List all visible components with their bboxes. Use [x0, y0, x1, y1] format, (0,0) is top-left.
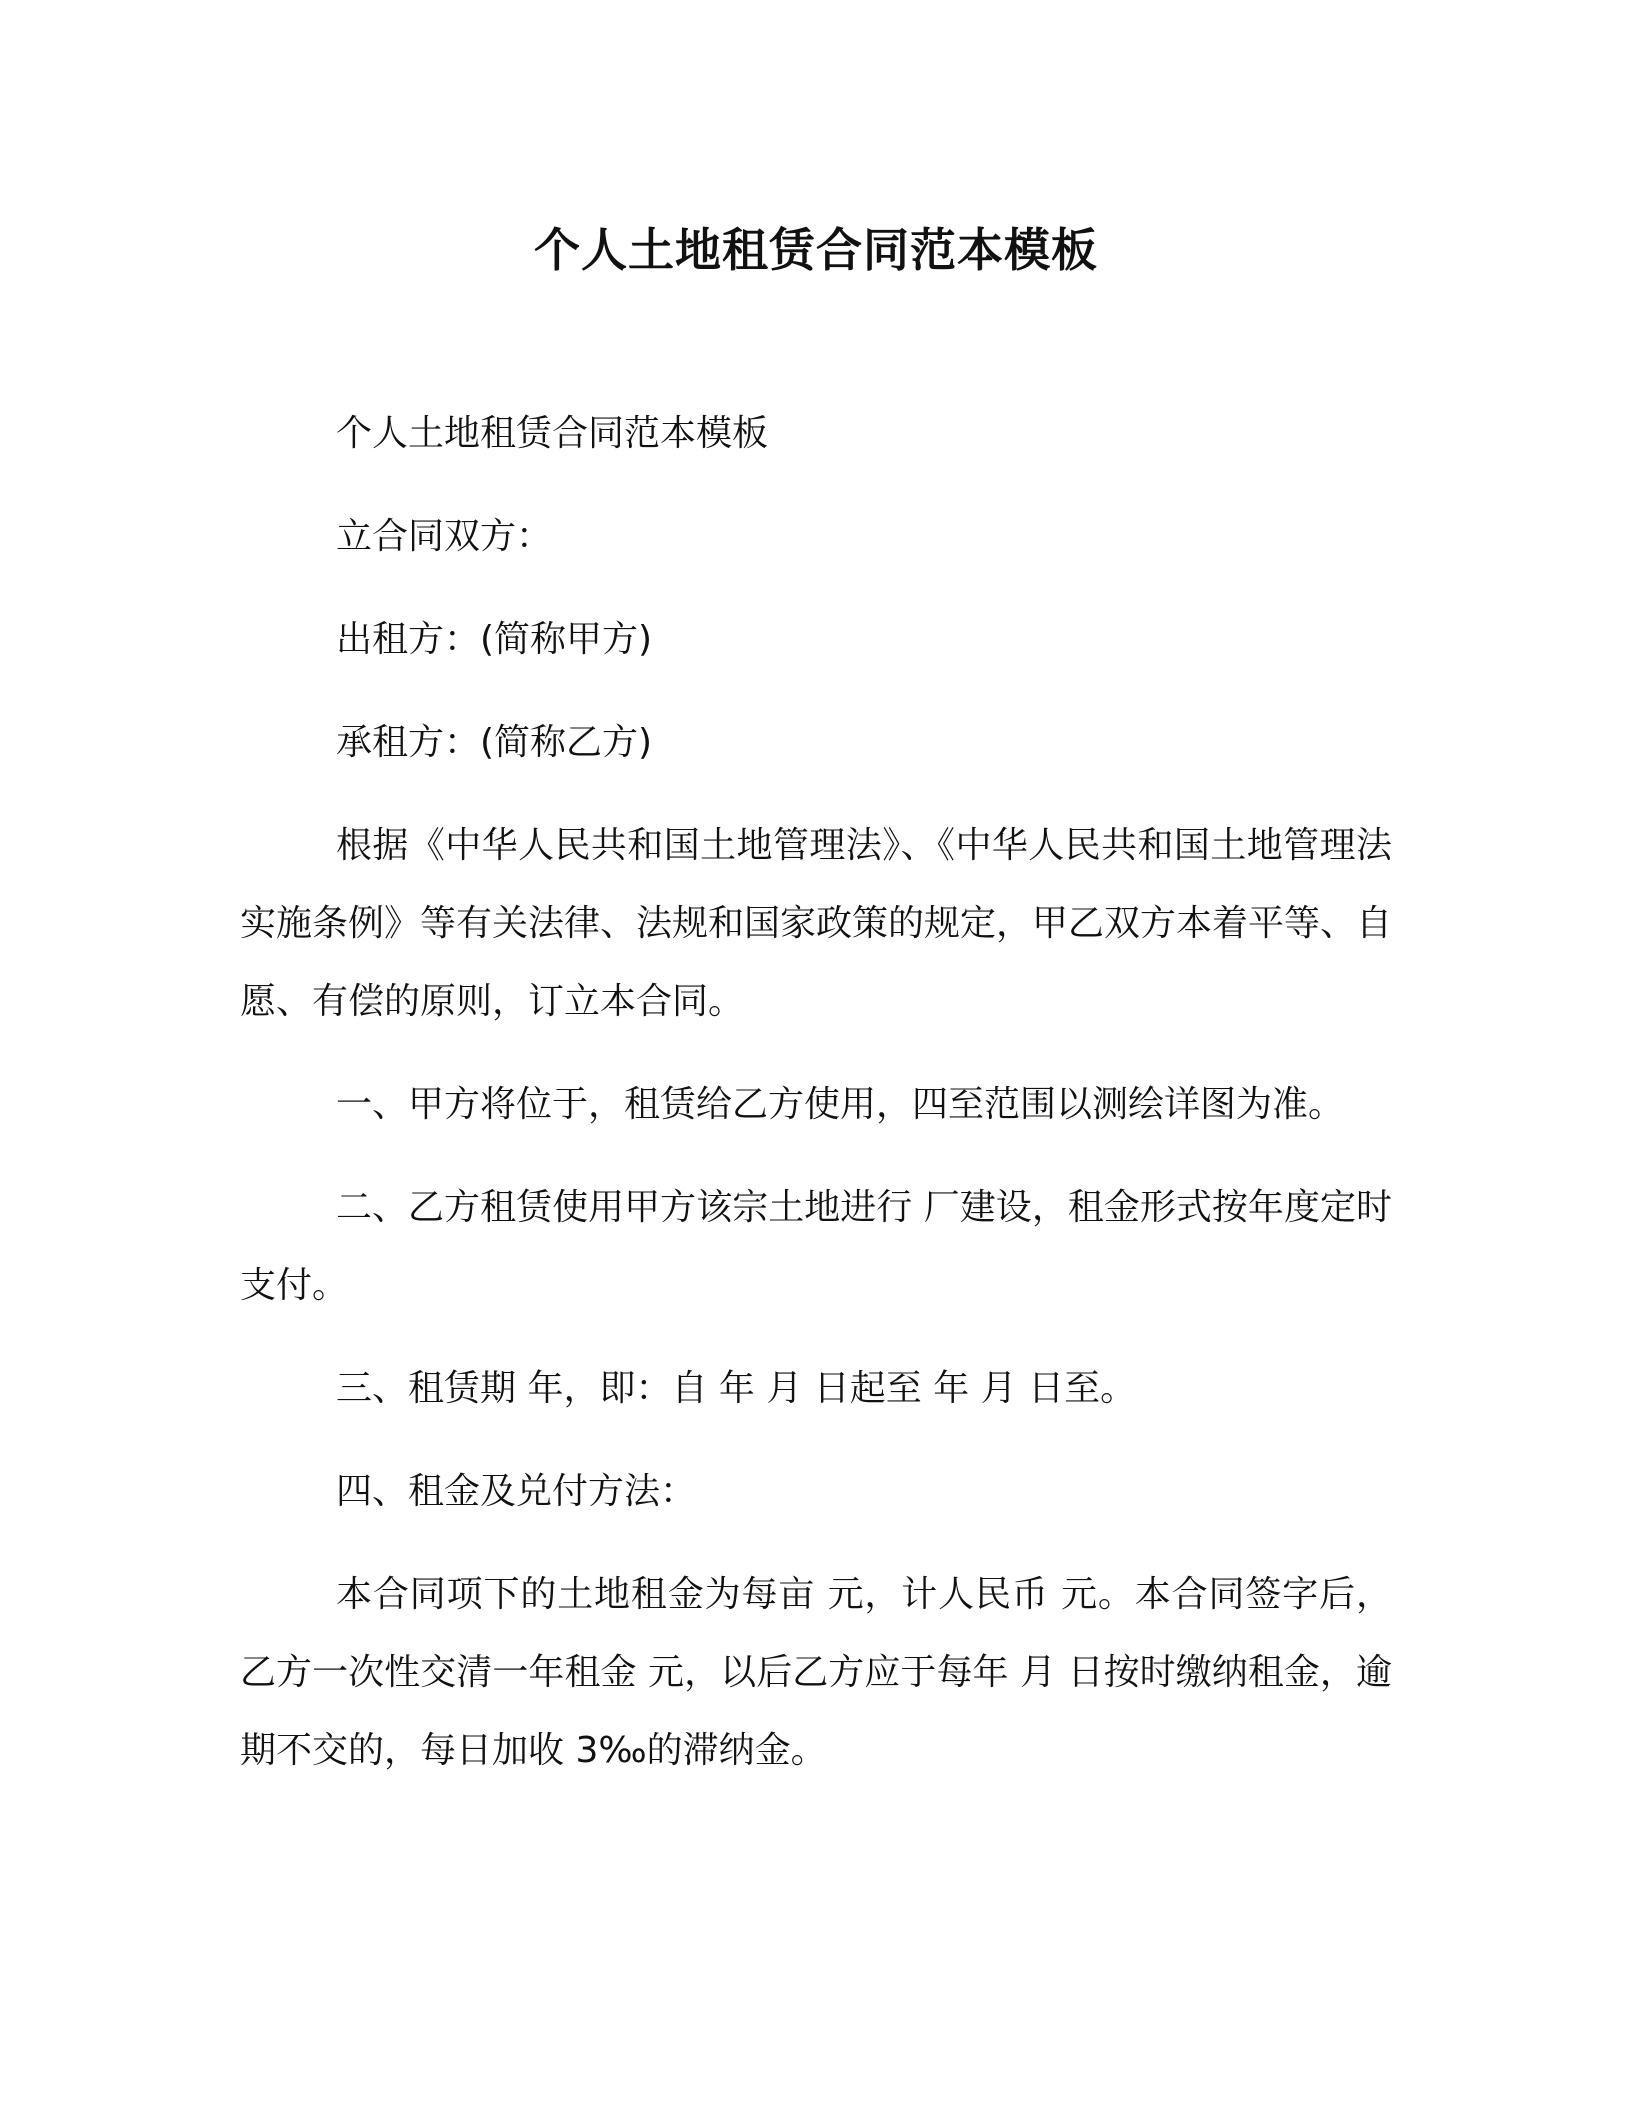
document-body [240, 395, 1392, 1815]
paragraph-clause-2: 二、乙方租赁使用甲方该宗土地进行 厂建设，租金形式按年度定时支付。 [240, 1187, 1392, 1306]
document-title: 个人土地租赁合同范本模板 [534, 223, 1098, 277]
paragraph-rent-terms: 本合同项下的土地租金为每亩 元，计人民币 元。本合同签字后，乙方一次性交清一年租金 元，以后乙方应于每年 月 日按时缴纳租金，逾期不交的，每日加收 3‰的滞纳金。 [240, 1574, 1392, 1771]
paragraph-clause-1: 一、甲方将位于，租赁给乙方使用，四至范围以测绘详图为准。 [336, 1084, 1345, 1125]
paragraph-lessee: 承租方：(简称乙方) [336, 722, 653, 763]
paragraph-parties: 立合同双方： [336, 516, 553, 557]
paragraph-subtitle: 个人土地租赁合同范本模板 [336, 413, 769, 454]
paragraph-clause-3: 三、租赁期 年，即：自 年 月 日起至 年 月 日至。 [336, 1368, 1137, 1409]
paragraph-legal-basis: 根据《中华人民共和国土地管理法》、《中华人民共和国土地管理法实施条例》等有关法律、法规和国家政策的规定，甲乙双方本着平等、自愿、有偿的原则，订立本合同。 [240, 825, 1393, 1022]
paragraph-lessor: 出租方：(简称甲方) [336, 619, 653, 660]
paragraph-clause-4: 四、租金及兑付方法： [336, 1471, 697, 1512]
